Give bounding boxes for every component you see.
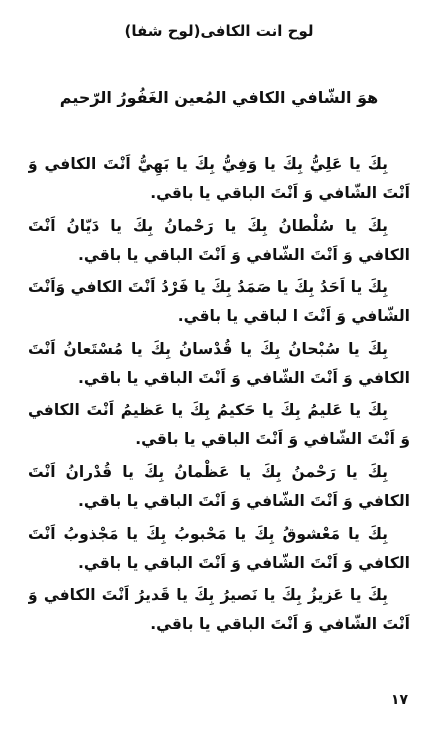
verse-paragraph: بِكَ يا رَحْمنُ بِكَ يا عَظْمانُ بِكَ يا قُدْرانُ اَنْتَ الكافي وَ اَنْتَ الشّافي وَ اَنْتَ الباقي يا باقي.: [28, 462, 410, 510]
verse-paragraph: بِكَ يا سُبْحانُ بِكَ يا قُدْسانُ بِكَ يا مُسْتَعانُ اَنْتَ الكافي وَ اَنْتَ الشّافي وَ اَنْتَ الباقي يا باقي.: [28, 339, 410, 387]
verse-paragraph: بِكَ يا اَحَدُ بِكَ يا صَمَدُ بِكَ يا فَرْدُ اَنْتَ الكافي وَاَنْتَ الشّافي وَ اَنْتَ ا لباقي يا باقي.: [28, 278, 410, 326]
verse-paragraph: بِكَ يا سُلْطانُ بِكَ يا رَحْمانُ بِكَ يا دَيّانُ اَنْتَ الكافي وَ اَنْتَ الشّافي وَ اَنْتَ الباقي يا باقي.: [28, 216, 410, 264]
verse-paragraph: بِكَ يا عَزيزُ بِكَ يا نَصيرُ بِكَ يا قَديرُ اَنْتَ الكافي وَ اَنْتَ الشّافي وَ اَنْتَ الباقي يا باقي.: [28, 586, 410, 634]
verse-list: [28, 150, 410, 643]
verse-paragraph: بِكَ يا عَليمُ بِكَ يا حَكيمُ بِكَ يا عَظيمُ اَنْتَ الكافي وَ اَنْتَ الشّافي وَ اَنْتَ الباقي يا باقي.: [28, 401, 410, 449]
page-number: ١٧: [390, 692, 408, 708]
verse-paragraph: بِكَ يا مَعْشوقُ بِكَ يا مَحْبوبُ بِكَ يا مَجْذوبُ اَنْتَ الكافي وَ اَنْتَ الشّافي وَ اَنْتَ الباقي يا باقي.: [28, 524, 410, 572]
invocation-heading: هوَ الشّافي الكافي المُعين الغَفُورُ الرّحيم: [59, 88, 379, 107]
document-title: لوح انت الكافى(لوح شفا): [124, 22, 314, 40]
verse-paragraph: بِكَ يا عَلِيُّ بِكَ يا وَفِيُّ بِكَ يا بَهِيُّ اَنْتَ الكافي وَ اَنْتَ الشّافي وَ اَنْتَ الباقي يا باقي.: [28, 155, 410, 202]
